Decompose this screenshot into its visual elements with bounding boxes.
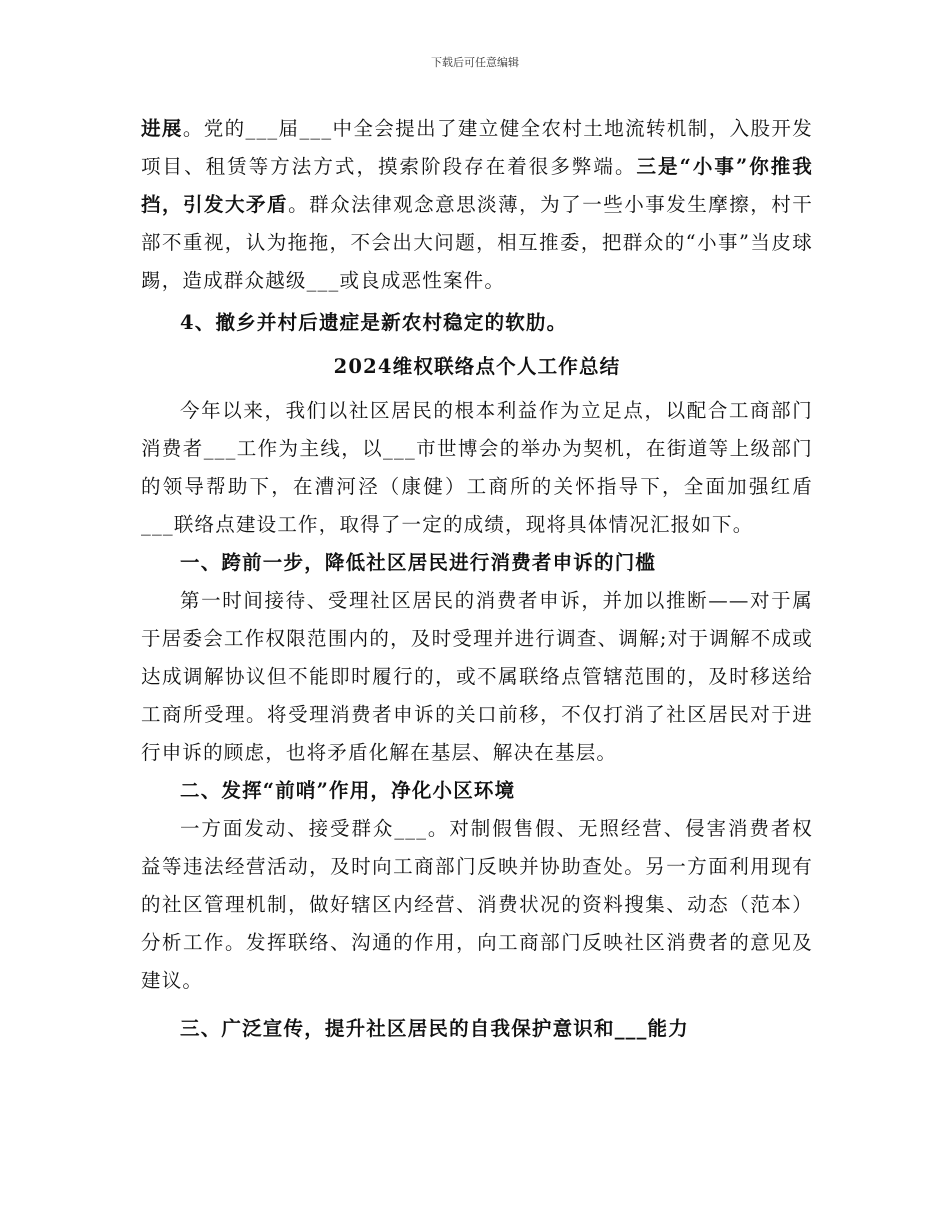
text-run: 。党的___届___中全会提出了建立健全农村土地流转机制，入股开发项目、租赁等方法方式，摸索阶段存在着很多弊端。 [141,117,813,178]
point-4-heading: 4、撤乡并村后遗症是新农村稳定的软肋。 [180,311,568,334]
section-3-heading: 三、广泛宣传，提升社区居民的自我保护意识和___能力 [180,1017,689,1040]
bold-run: 进展 [141,117,183,140]
document-body [141,110,813,1048]
bold-run: 三是“小事”你推我挡，引发大矛盾 [141,155,813,216]
page-header: 下载后可任意编辑 [431,56,519,69]
section-2-heading: 二、发挥“前哨”作用，净化小区环境 [180,779,516,802]
section-1-heading: 一、跨前一步，降低社区居民进行消费者申诉的门槛 [180,551,657,574]
paragraph-continuation [141,110,813,300]
section-2-body: 一方面发动、接受群众___。对制假售假、无照经营、侵害消费者权益等违法经营活动，及时向工商部门反映并协助查处。另一方面利用现有的社区管理机制，做好辖区内经营、消费状况的资料搜集、动态（范本）分析工作。发挥联络、沟通的作用，向工商部门反映社区消费者的意见及建议。 [141,817,813,992]
intro-paragraph: 今年以来，我们以社区居民的根本利益作为立足点，以配合工商部门消费者___工作为主线，以___市世博会的举办为契机，在街道等上级部门的领导帮助下，在漕河泾（康健）工商所的关怀指导下，全面加强红盾___联络点建设工作，取得了一定的成绩，现将具体情况汇报如下。 [141,399,813,536]
section-1-body: 第一时间接待、受理社区居民的消费者申诉，并加以推断——对于属于居委会工作权限范围内的，及时受理并进行调查、调解;对于调解不成或达成调解协议但不能即时履行的，或不属联络点管辖范围的，及时移送给工商所受理。将受理消费者申诉的关口前移，不仅打消了社区居民对于进行申诉的顾虑，也将矛盾化解在基层、解决在基层。 [141,589,813,764]
document-title: 2024维权联络点个人工作总结 [333,355,621,378]
text-run: 。群众法律观念意思淡薄，为了一些小事发生摩擦，村干部不重视，认为拖拖，不会出大问题，相互推委，把群众的“小事”当皮球踢，造成群众越级___或良成恶性案件。 [141,193,813,292]
